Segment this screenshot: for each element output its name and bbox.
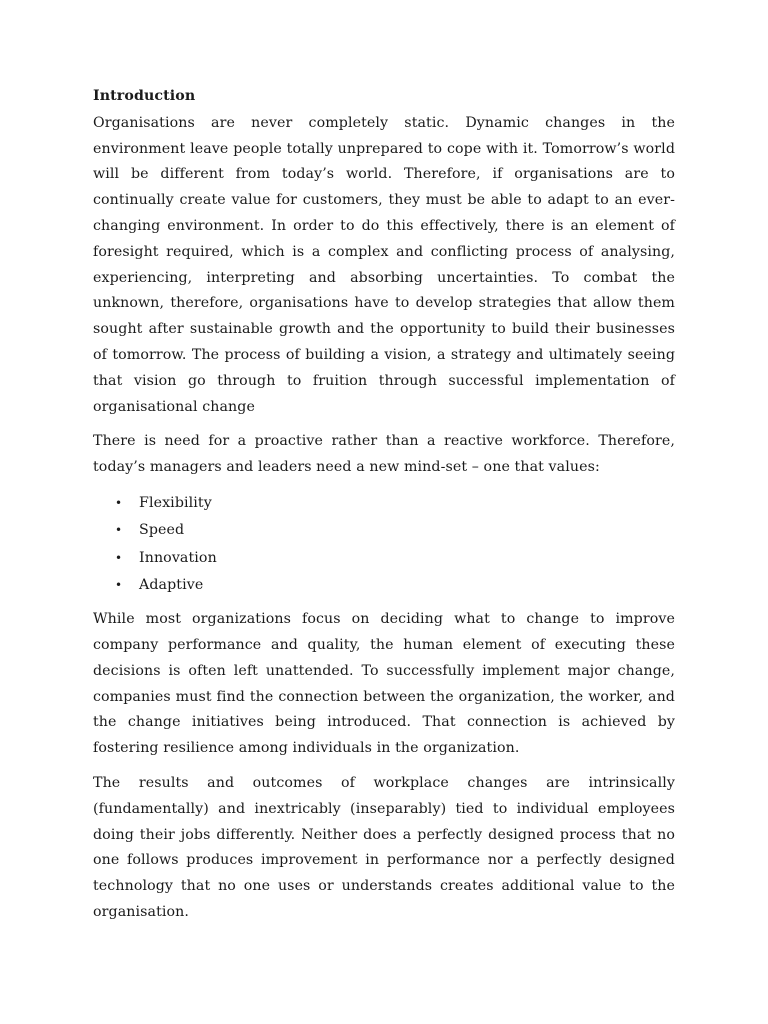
- list-item: [93, 490, 675, 517]
- paragraph-intro: Organisations are never completely static. Dynamic changes in the environment leave people totally unprepared to cope with it. Tomorrow’s world will be different from today’s world. Therefore, if organisations are to continually create value for customers, they must be able to adapt to an ever-changing environment. In order to do this effectively, there is an element of foresight required, which is a complex and conflicting process of analysing, experiencing, interpreting and absorbing uncertainties. To combat the unknown, therefore, organisations have to develop strategies that allow them sought after sustainable growth and the opportunity to build their businesses of tomorrow. The process of building a vision, a strategy and ultimately seeing that vision go through to fruition through successful implementation of organisational change: [93, 114, 675, 415]
- list-item: [93, 545, 675, 572]
- bullet-icon: •: [115, 495, 123, 510]
- bullet-icon: •: [115, 577, 123, 592]
- list-item-label: Speed: [139, 522, 185, 539]
- values-list: [93, 490, 675, 599]
- list-item-label: Innovation: [139, 549, 217, 566]
- paragraph-human-element: While most organizations focus on deciding what to change to improve company performance and quality, the human element of executing these decisions is often left unattended. To successfully implement major change, companies must find the connection between the organization, the worker, and the change initiatives being introduced. That connection is achieved by fostering resilience among individuals in the organization.: [93, 611, 675, 757]
- paragraph-mindset: There is need for a proactive rather than a reactive workforce. Therefore, today’s managers and leaders need a new mind-set – one that values:: [93, 433, 675, 476]
- section-heading: Introduction: [93, 88, 196, 104]
- list-item-label: Flexibility: [139, 494, 212, 511]
- bullet-icon: •: [115, 550, 123, 565]
- paragraph-results: The results and outcomes of workplace changes are intrinsically (fundamentally) and inextricably (inseparably) tied to individual employees doing their jobs differently. Neither does a perfectly designed process that no one follows produces improvement in performance nor a perfectly designed technology that no one uses or understands creates additional value to the organisation.: [93, 774, 675, 920]
- list-item: [93, 517, 675, 544]
- list-item-label: Adaptive: [139, 576, 204, 593]
- list-item: [93, 572, 675, 599]
- document-page: [93, 84, 675, 935]
- bullet-icon: •: [115, 523, 123, 538]
